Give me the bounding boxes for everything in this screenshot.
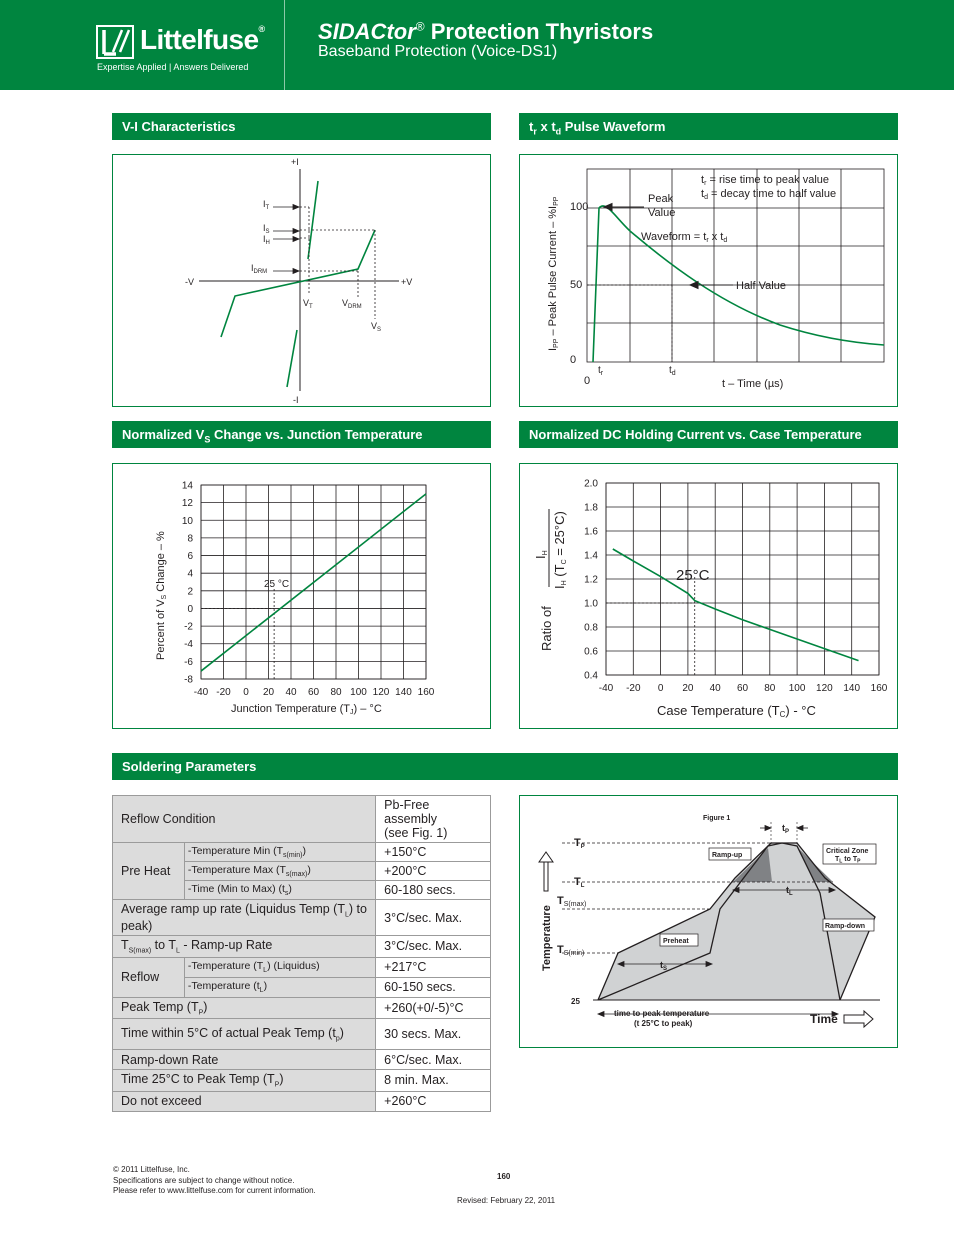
hold-xtick: 160 (870, 683, 888, 694)
table-cell: 3°C/sec. Max. (376, 900, 491, 936)
table-cell: Time 25°C to Peak Temp $(T_P)$ (113, 1070, 376, 1092)
vi-curve (221, 181, 375, 387)
hold-xtick: 100 (788, 683, 806, 694)
vi-minus-v: -V (185, 277, 194, 287)
table-row (113, 1070, 491, 1092)
holding-annotation: 25°C (676, 567, 710, 584)
section-pulse-title: $t_r$ x $t_d$ Pulse Waveform (519, 113, 898, 140)
pulse-legend-2: td = decay time to half value (701, 188, 837, 201)
vi-label-idrm: $I_{DRM}$ (251, 263, 268, 275)
pulse-label-td: $t_d$ (669, 365, 676, 377)
vi-label-vt: $V_T$ (303, 298, 313, 310)
hold-ytick: 0.4 (584, 670, 598, 682)
header-divider (284, 0, 285, 90)
profile-time-label: Time (810, 1012, 838, 1026)
table-row (113, 997, 491, 1019)
pulse-peak-label-2: Value (648, 207, 676, 219)
pulse-legend-1: tr = rise time to peak value (701, 174, 829, 187)
vs-ytick: -8 (184, 674, 193, 686)
vi-arrows (273, 205, 299, 274)
vs-xtick: -20 (216, 687, 231, 698)
vs-xtick: -40 (193, 687, 209, 698)
pulse-panel (519, 154, 898, 407)
table-row (113, 936, 491, 958)
vs-ylabel: Percent of VS Change – % (155, 531, 168, 660)
svg-text:Critical Zone: Critical Zone (826, 848, 869, 855)
vs-ytick: -2 (184, 621, 193, 633)
hold-ytick: 0.8 (584, 622, 598, 634)
table-cell: -Temperature $(T_L)$ (Liquidus) (184, 957, 375, 977)
section-vs-title: Normalized $V_S$ Change vs. Junction Temperature (112, 421, 491, 448)
table-cell: +150°C (376, 843, 491, 862)
hold-ytick: 1.6 (584, 526, 598, 538)
vs-ytick: 12 (181, 498, 193, 510)
table-cell: Average ramp up rate (Liquidus Temp $(T_L)$ to peak) (113, 900, 376, 936)
profile-tl: TL (574, 876, 585, 889)
profile-time-to-peak-1: time to peak temperature (614, 1009, 710, 1018)
vi-minus-i: -I (293, 395, 299, 405)
table-cell: 30 secs. Max. (376, 1019, 491, 1050)
holding-ylabel-num: IH (533, 550, 549, 559)
holding-xlabel: Case Temperature (TC) - °C (657, 703, 816, 719)
profile-ts-small: $t_S$ (660, 960, 668, 972)
profile-temp-arrow (539, 852, 553, 891)
hold-xtick: -40 (598, 683, 614, 694)
vs-annotation: 25 °C (264, 579, 290, 590)
profile-time-arrow (844, 1011, 873, 1027)
vs-ytick: 8 (187, 533, 193, 545)
table-cell: +260(+0/-5)°C (376, 997, 491, 1019)
profile-panel (519, 795, 898, 1048)
table-cell: Time within 5°C of actual Peak Temp $(t_p)$ (113, 1019, 376, 1050)
ramp-down-label (823, 919, 874, 931)
hold-xtick: 60 (736, 683, 749, 694)
vs-ytick: -4 (184, 639, 193, 651)
footer-notes (113, 1165, 316, 1197)
profile-figure-label: Figure 1 (703, 815, 731, 822)
hold-xtick: 40 (709, 683, 721, 694)
table-cell: Pre Heat (113, 843, 185, 900)
table-cell: 60-180 secs. (376, 881, 491, 900)
pulse-ylabel: IPP – Peak Pulse Current – %IPP (547, 196, 560, 351)
svg-text:Ramp-up: Ramp-up (712, 852, 743, 859)
holding-ylabel-ratio: Ratio of (539, 606, 554, 651)
vs-xtick: 40 (285, 687, 297, 698)
hold-xtick: -20 (626, 683, 641, 694)
vi-label-is: $I_S$ (263, 223, 270, 235)
pulse-ytick-100: 100 (570, 201, 589, 213)
holding-panel (519, 463, 898, 729)
vi-guides (300, 207, 375, 319)
profile-time-to-peak-2: (t 25°C to peak) (634, 1019, 693, 1028)
table-cell: $T_{S(max)}$ to $T_L$ - Ramp-up Rate (113, 936, 376, 958)
holding-guides (606, 577, 695, 675)
pulse-peak-label-1: Peak (648, 193, 674, 205)
profile-diagram (520, 796, 897, 1047)
revised-date: Revised: February 22, 2011 (457, 1196, 556, 1205)
hold-ytick: 1.8 (584, 502, 598, 514)
table-cell: +260°C (376, 1091, 491, 1111)
vs-xtick: 0 (243, 687, 249, 698)
hold-xtick: 0 (657, 683, 664, 694)
table-cell: Reflow Condition (113, 796, 376, 843)
page-subtitle: Baseband Protection (Voice-DS1) (318, 43, 558, 60)
vs-xtick: 160 (417, 687, 435, 698)
table-cell: 8 min. Max. (376, 1070, 491, 1092)
tagline: Expertise Applied | Answers Delivered (97, 62, 249, 72)
pulse-half-value-label: Half Value (736, 280, 786, 292)
vs-guides (201, 589, 274, 679)
preheat-label (660, 934, 698, 946)
vs-ytick: -6 (184, 656, 193, 668)
table-row (113, 1019, 491, 1050)
vi-plus-i: +I (291, 157, 299, 167)
profile-t25: 25 (571, 997, 580, 1006)
vs-ytick: 14 (181, 480, 193, 492)
profile-tsmin: TS(min) (557, 944, 585, 957)
holding-xticks (599, 683, 888, 694)
holding-series (613, 549, 859, 661)
pulse-ytick-50: 50 (570, 279, 583, 291)
vs-xlabel: Junction Temperature (TJ) – °C (231, 703, 382, 716)
hold-xtick: 120 (816, 683, 833, 694)
table-cell: 6°C/sec. Max. (376, 1050, 491, 1070)
table-cell: -Temperature Min $(T_{s(min)})$ (184, 843, 375, 862)
vi-chart (113, 155, 490, 406)
vs-panel (112, 463, 491, 729)
table-cell: 60-150 secs. (376, 977, 491, 997)
table-cell: -Time (Min to Max) $(t_s)$ (184, 881, 375, 900)
hold-xtick: 20 (682, 683, 694, 694)
vi-label-ih: $I_H$ (263, 234, 270, 246)
table-row (113, 843, 491, 862)
table-row (113, 900, 491, 936)
hold-xtick: 140 (843, 683, 861, 694)
vs-ytick: 4 (187, 568, 193, 580)
vi-label-vs: $V_S$ (371, 321, 382, 333)
holding-chart (520, 464, 897, 728)
profile-tp: TP (574, 837, 585, 850)
table-cell: Ramp-down Rate (113, 1050, 376, 1070)
table-row (113, 1091, 491, 1111)
table-cell: Do not exceed (113, 1091, 376, 1111)
pulse-waveform-label: Waveform = tr x td (641, 231, 728, 244)
pulse-xlabel: t – Time (µs) (722, 378, 784, 390)
hold-xtick: 80 (764, 683, 776, 694)
table-cell: -Temperature $(t_L)$ (184, 977, 375, 997)
hold-ytick: 2.0 (584, 478, 598, 490)
soldering-table (112, 795, 491, 1112)
table-row (113, 796, 491, 843)
hold-ytick: 0.6 (584, 646, 598, 658)
vs-xtick: 100 (350, 687, 367, 698)
table-cell: Reflow (113, 957, 185, 997)
vi-label-it: $I_T$ (263, 199, 270, 211)
vs-xtick: 140 (395, 687, 412, 698)
footer-line-2: Specifications are subject to change without notice. (113, 1175, 295, 1185)
pulse-xzero: 0 (584, 375, 591, 387)
vs-yticks (182, 481, 194, 686)
vi-panel (112, 154, 491, 407)
vs-ytick: 0 (187, 603, 193, 615)
table-row (113, 1050, 491, 1070)
pulse-chart (520, 155, 897, 406)
section-holding-title: Normalized DC Holding Current vs. Case Temperature (519, 421, 898, 448)
vs-xtick: 120 (372, 687, 390, 698)
hold-line (613, 549, 859, 661)
vs-xtick: 60 (307, 687, 320, 698)
table-row (113, 957, 491, 977)
holding-grid (606, 483, 879, 675)
vs-xtick: 80 (330, 687, 342, 698)
profile-tl-small: $t_L$ (786, 885, 793, 897)
section-vi-title: V-I Characteristics (112, 113, 491, 140)
svg-text:Preheat: Preheat (663, 938, 689, 945)
svg-text:TL to TP: $T_L$ to $T_P$ (835, 856, 861, 865)
vi-plus-v: +V (401, 277, 413, 287)
vs-xtick: 20 (262, 687, 275, 698)
svg-text:Ramp-down: Ramp-down (825, 923, 866, 930)
pulse-ytick-0: 0 (570, 354, 577, 366)
page-header (0, 0, 954, 90)
vs-ytick: 10 (181, 515, 193, 527)
profile-tsmax: TS(max) (557, 895, 587, 908)
vs-xticks (194, 687, 435, 698)
ramp-up-label (709, 848, 751, 860)
section-solder-title: Soldering Parameters (112, 753, 898, 780)
hold-ytick: 1.0 (584, 598, 598, 610)
footer-copyright: © 2011 Littelfuse, Inc. (113, 1165, 190, 1174)
brand-name: Littelfuse® (140, 24, 265, 55)
table-cell: Peak Temp $(T_P)$ (113, 997, 376, 1019)
table-cell: -Temperature Max $(T_{s(max)})$ (184, 862, 375, 881)
table-cell: +200°C (376, 862, 491, 881)
table-cell: +217°C (376, 957, 491, 977)
table-cell: Pb-Free assembly (see Fig. 1) (376, 796, 491, 843)
holding-ylabel-den: IH (TC = 25°C) (552, 511, 568, 589)
profile-ylabel: Temperature (541, 905, 553, 971)
profile-tp-small: $t_P$ (782, 823, 790, 835)
page-number: 160 (497, 1172, 511, 1181)
vs-ytick: 2 (187, 586, 193, 598)
pulse-label-tr: $t_r$ (598, 365, 604, 377)
pulse-half-guides (587, 285, 672, 362)
vs-chart (113, 464, 490, 728)
critical-zone-label (823, 844, 876, 865)
holding-yticks (584, 479, 598, 682)
page-title: SIDACtor® Protection Thyristors (318, 19, 654, 44)
vs-ytick: 6 (187, 551, 193, 563)
vi-label-vdrm: $V_{DRM}$ (342, 298, 362, 310)
hold-ytick: 1.4 (584, 550, 598, 562)
hold-ytick: 1.2 (584, 574, 598, 586)
footer-line-3: Please refer to www.littelfuse.com for current information. (113, 1186, 316, 1195)
table-cell: 3°C/sec. Max. (376, 936, 491, 958)
